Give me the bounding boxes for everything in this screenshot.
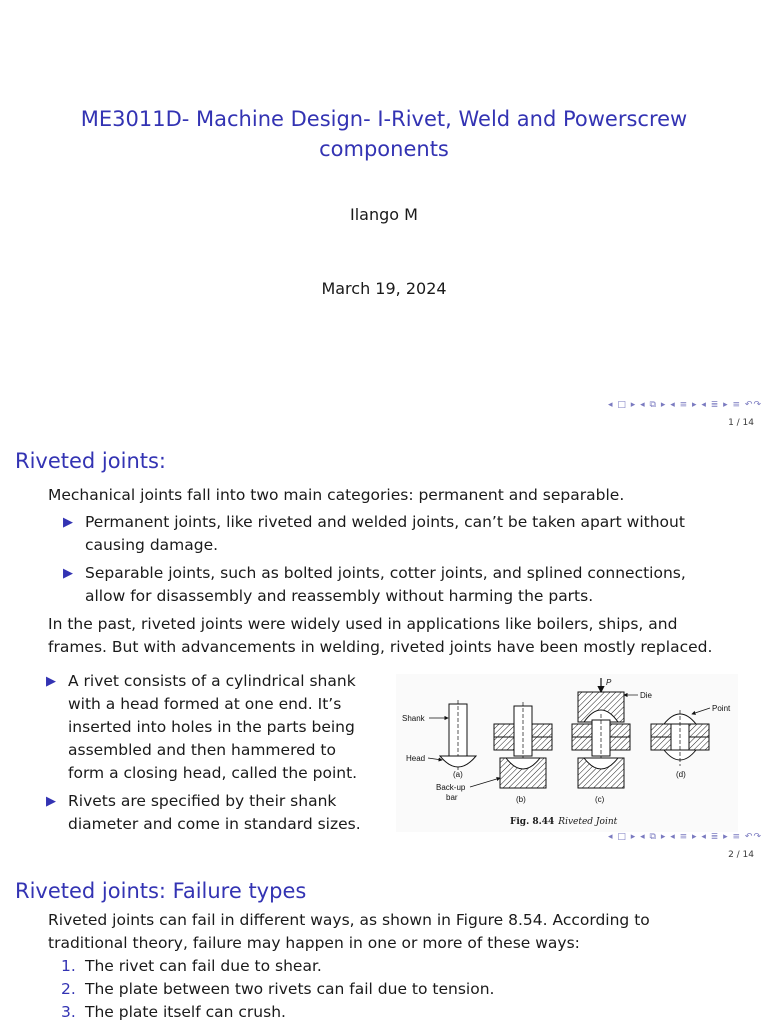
slide2-intro: Mechanical joints fall into two main categories: permanent and separable. <box>48 486 625 504</box>
label-c: (c) <box>595 795 605 804</box>
list-text: The plate itself can crush. <box>85 1003 286 1021</box>
figure-caption-text: Riveted Joint <box>558 817 618 827</box>
label-backup-line2: bar <box>446 793 458 802</box>
slide2-past-paragraph <box>48 613 712 659</box>
list-item <box>61 1001 711 1024</box>
bullet-text-line: form a closing head, called the point. <box>68 764 358 782</box>
paragraph-line: In the past, riveted joints were widely used in applications like boilers, ships, and <box>48 615 678 633</box>
page-number: 1 / 14 <box>728 418 754 428</box>
bullet-text-line: Permanent joints, like riveted and welded joints, can’t be taken apart without <box>85 513 685 531</box>
slide2-frame-title: Riveted joints: <box>15 449 167 473</box>
slide1-title-line2: components <box>319 137 449 161</box>
paragraph-line: Riveted joints can fail in different ways, as shown in Figure 8.54. According to <box>48 911 650 929</box>
label-die: Die <box>640 691 653 700</box>
list-item <box>63 562 743 608</box>
bullet-text-line: Separable joints, such as bolted joints, cotter joints, and splined connections, <box>85 564 686 582</box>
list-item <box>61 955 711 978</box>
bullet-text-line: Rivets are specified by their shank <box>68 792 337 810</box>
paragraph-line: traditional theory, failure may happen in one or more of these ways: <box>48 934 580 952</box>
bullet-text-line: with a head formed at one end. It’s <box>68 695 342 713</box>
beamer-nav-bar[interactable]: ◂ □ ▸ ◂ ⧉ ▸ ◂ ≡ ▸ ◂ ≣ ▸ ≡ ↶↷ <box>608 400 762 410</box>
label-point: Point <box>712 704 731 713</box>
bullet-triangle-icon: ▶ <box>46 794 56 809</box>
slide3-numbered-list <box>61 955 711 1024</box>
slide1-date: March 19, 2024 <box>321 279 447 298</box>
slide3-intro <box>48 909 650 955</box>
bullet-text-line: allow for disassembly and reassembly without harming the parts. <box>85 587 594 605</box>
rivet-c-drawing <box>572 678 630 788</box>
slide2-column-bullets <box>46 670 376 836</box>
bullet-triangle-icon: ▶ <box>63 515 73 530</box>
list-item <box>46 670 376 785</box>
slide2-bullet-list <box>63 511 743 608</box>
label-d: (d) <box>676 770 686 779</box>
bullet-triangle-icon: ▶ <box>46 674 56 689</box>
label-b: (b) <box>516 795 526 804</box>
list-text: The rivet can fail due to shear. <box>85 957 322 975</box>
page-number: 2 / 14 <box>728 850 754 860</box>
bullet-text-line: A rivet consists of a cylindrical shank <box>68 672 356 690</box>
slide1-title-line1: ME3011D- Machine Design- I-Rivet, Weld and Powerscrew <box>80 107 688 131</box>
paragraph-line: frames. But with advancements in welding, riveted joints have been mostly replaced. <box>48 638 713 656</box>
slide3-frame-title: Riveted joints: Failure types <box>15 879 307 903</box>
list-number: 2. <box>61 980 76 998</box>
beamer-nav-bar[interactable]: ◂ □ ▸ ◂ ⧉ ▸ ◂ ≡ ▸ ◂ ≣ ▸ ≡ ↶↷ <box>608 832 762 842</box>
bullet-text-line: inserted into holes in the parts being <box>68 718 355 736</box>
label-a: (a) <box>453 770 463 779</box>
slide1-author: Ilango M <box>350 205 418 224</box>
bullet-text-line: causing damage. <box>85 536 219 554</box>
list-item <box>46 790 376 836</box>
list-text: The plate between two rivets can fail due to tension. <box>85 980 495 998</box>
bullet-text-line: assembled and then hammered to <box>68 741 336 759</box>
list-item <box>63 511 743 557</box>
label-head: Head <box>406 754 426 763</box>
figure-caption <box>510 817 617 827</box>
riveted-joint-figure <box>396 674 738 832</box>
list-number: 3. <box>61 1003 76 1021</box>
bullet-text-line: diameter and come in standard sizes. <box>68 815 361 833</box>
list-item <box>61 978 711 1001</box>
label-backup-line1: Back-up <box>436 783 466 792</box>
list-number: 1. <box>61 957 76 975</box>
bullet-triangle-icon: ▶ <box>63 566 73 581</box>
figure-caption-number: Fig. 8.44 <box>510 817 555 827</box>
label-p: P <box>606 678 612 687</box>
label-shank: Shank <box>402 714 425 723</box>
slide1-title <box>0 104 768 164</box>
